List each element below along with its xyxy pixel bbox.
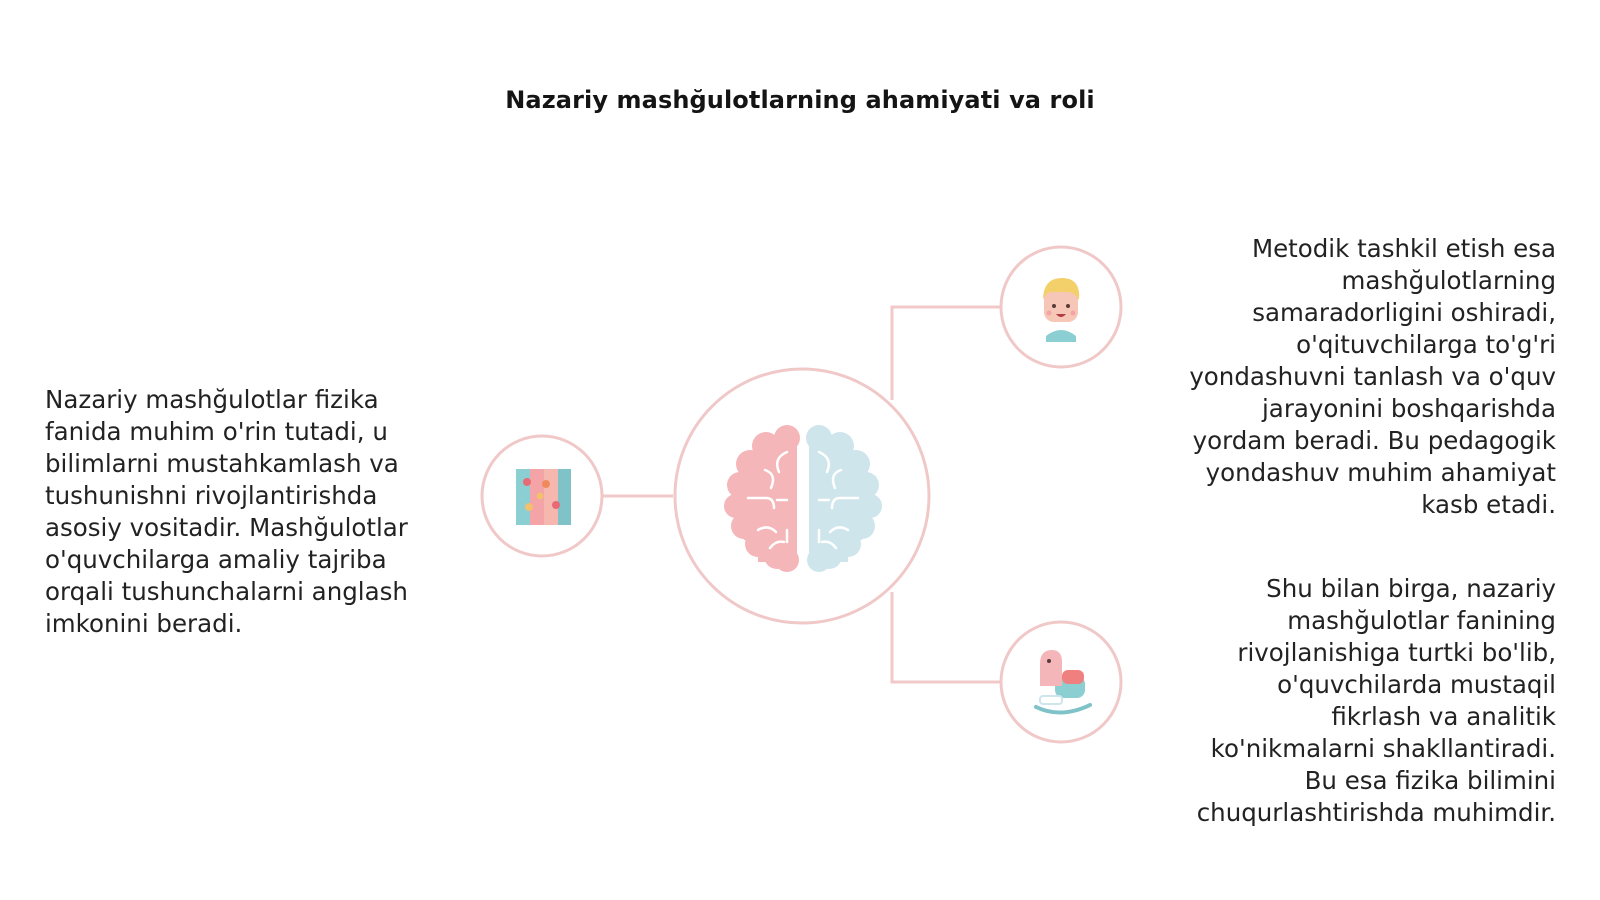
center-ring <box>675 369 929 623</box>
center-node <box>675 369 929 623</box>
connector-right-bottom <box>892 592 1000 682</box>
slide-title: Nazariy mashğulotlarning ahamiyati va roli <box>505 86 1095 114</box>
right-top-description: Metodik tashkil etish esa mashğulotlarning samaradorligini oshiradi, o'qituvchilarga to'g'ri yondashuvni tanlash va o'quv jarayonini boshqarishda yordam beradi. Bu pedagogik yondashuv muhim ahamiyat kasb etadi. <box>1189 234 1556 519</box>
left-description: Nazariy mashğulotlar fizika fanida muhim o'rin tutadi, u bilimlarni mustahkamlash va tushunishni rivojlantirishda asosiy vositadir. Mashğulotlar o'quvchilarga amaliy tajriba orqali tushunchalarni anglash imkonini beradi. <box>45 385 408 638</box>
left-node <box>482 436 602 556</box>
right-top-node <box>1001 247 1121 367</box>
connector-right-top <box>892 307 1000 400</box>
right-bottom-description: Shu bilan birga, nazariy mashğulotlar fanining rivojlanishiga turtki bo'lib, o'quvchilarda mustaqil fikrlash va analitik ko'nikmalarni shakllantiradi. Bu esa fizika bilimini chuqurlashtirishda muhimdir. <box>1196 574 1556 827</box>
puzzle-icon <box>516 469 571 525</box>
right-bottom-node <box>1001 622 1121 742</box>
